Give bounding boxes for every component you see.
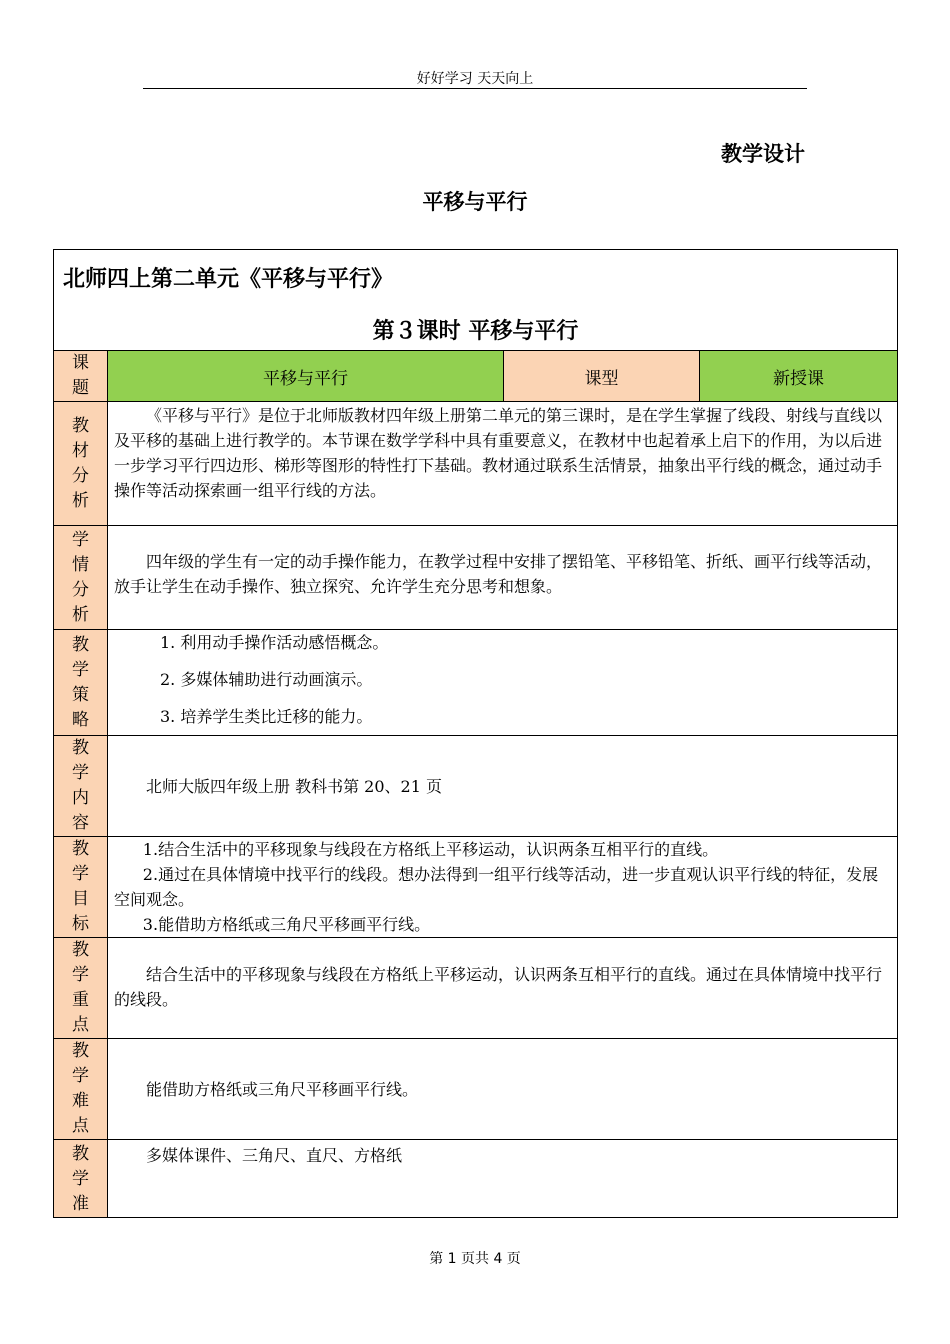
preparation-label: 教 学 准 bbox=[54, 1140, 108, 1218]
list-item: 3. 培养学生类比迁移的能力。 bbox=[160, 707, 373, 726]
student-analysis-cell bbox=[108, 526, 898, 630]
list-item: 1. 利用动手操作活动感悟概念。 bbox=[160, 633, 389, 652]
content-row bbox=[54, 736, 898, 837]
objective-item: 1.结合生活中的平移现象与线段在方格纸上平移运动，认识两条互相平行的直线。 bbox=[142, 840, 719, 859]
lesson-title: 第３课时 平移与平行 bbox=[372, 319, 579, 344]
difficulties-text: 能借助方格纸或三角尺平移画平行线。 bbox=[146, 1079, 419, 1099]
topic-row bbox=[54, 351, 898, 402]
list-item: 2. 多媒体辅助进行动画演示。 bbox=[160, 670, 373, 689]
key-points-text: 结合生活中的平移现象与线段在方格纸上平移运动，认识两条互相平行的直线。通过在具体情境中找平行的线段。 bbox=[114, 965, 883, 1009]
key-points-label: 教 学 重 点 bbox=[54, 938, 108, 1039]
lesson-type-label: 课型 bbox=[504, 351, 700, 402]
header-motto: 好好学习 天天向上 bbox=[416, 71, 534, 87]
topic-label: 课 题 bbox=[54, 351, 108, 402]
objectives-cell bbox=[108, 837, 898, 938]
header-rule bbox=[143, 88, 807, 89]
objectives-label: 教 学 目 标 bbox=[54, 837, 108, 938]
objective-item: 3.能借助方格纸或三角尺平移画平行线。 bbox=[142, 915, 431, 934]
textbook-analysis-cell bbox=[108, 402, 898, 526]
textbook-analysis-row bbox=[54, 402, 898, 526]
student-analysis-text: 四年级的学生有一定的动手操作能力，在教学过程中安排了摆铅笔、平移铅笔、折纸、画平行线等活动，放手让学生在动手操作、独立探究、允许学生充分思考和想象。 bbox=[114, 552, 883, 596]
strategy-cell bbox=[108, 630, 898, 736]
strategy-row bbox=[54, 630, 898, 736]
student-analysis-label: 学 情 分 析 bbox=[54, 526, 108, 630]
content-cell bbox=[108, 736, 898, 837]
key-points-row bbox=[54, 938, 898, 1039]
lesson-plan-table bbox=[53, 249, 898, 1218]
difficulties-row bbox=[54, 1039, 898, 1140]
difficulties-label: 教 学 难 点 bbox=[54, 1039, 108, 1140]
textbook-analysis-text: 《平移与平行》是位于北师版教材四年级上册第二单元的第三课时，是在学生掌握了线段、射线与直线以及平移的基础上进行教学的。本节课在数学学科中具有重要意义，在教材中也起着承上启下的作用，为以后进一步学习平行四边形、梯形等图形的特性打下基础。教材通过联系生活情景，抽象出平行线的概念，通过动手操作等活动探索画一组平行线的方法。 bbox=[114, 406, 883, 500]
lesson-type-value: 新授课 bbox=[700, 351, 898, 402]
content-label: 教 学 内 容 bbox=[54, 736, 108, 837]
objective-item: 2.通过在具体情境中找平行的线段。想办法得到一组平行线等活动，进一步直观认识平行线的特征，发展空间观念。 bbox=[114, 865, 879, 909]
page-number: 第 1 页共 4 页 bbox=[429, 1251, 521, 1267]
topic-value: 平移与平行 bbox=[108, 351, 504, 402]
banner-cell bbox=[54, 250, 898, 351]
banner-row bbox=[54, 250, 898, 351]
student-analysis-row bbox=[54, 526, 898, 630]
preparation-text: 多媒体课件、三角尺、直尺、方格纸 bbox=[146, 1146, 403, 1165]
textbook-analysis-label: 教 材 分 析 bbox=[54, 402, 108, 526]
preparation-cell bbox=[108, 1140, 898, 1218]
key-points-cell bbox=[108, 938, 898, 1039]
unit-title: 北师四上第二单元《平移与平行》 bbox=[63, 267, 394, 292]
content-text: 北师大版四年级上册 教科书第 20、21 页 bbox=[146, 776, 442, 796]
document-type-label: 教学设计 bbox=[721, 142, 805, 166]
preparation-row bbox=[54, 1140, 898, 1218]
strategy-label: 教 学 策 略 bbox=[54, 630, 108, 736]
difficulties-cell bbox=[108, 1039, 898, 1140]
objectives-row bbox=[54, 837, 898, 938]
page-title: 平移与平行 bbox=[422, 190, 528, 214]
